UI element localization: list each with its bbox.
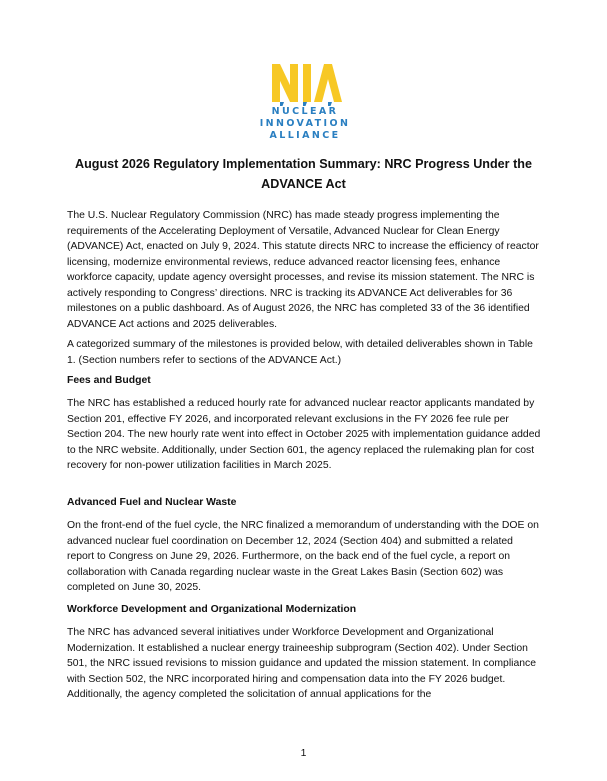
nia-logo (258, 62, 352, 152)
logo-text-innovation: INNOVATION (259, 118, 351, 129)
section-body-fees: The NRC has established a reduced hourly rate for advanced nuclear reactor applicants mandated by Section 201, effective FY 2026, and incorporated relevant exclusions in the FY 2026 fee rule per Section 204. The new hourly rate went into effect in October 2025 with implementation guidance added to the NRC website. Additionally, under Section 601, the agency replaced the rulemaking plan for cost recovery for non-power utilization facilities in March 2025. (67, 398, 541, 471)
title-line-1: August 2026 Regulatory Implementation Summary: NRC Progress Under the (75, 157, 532, 171)
title-line-2: ADVANCE Act (261, 177, 346, 191)
section-heading-workforce: Workforce Development and Organizational Modernization (67, 604, 357, 615)
section-body-workforce: The NRC has advanced several initiatives under Workforce Development and Organizational Modernization. It established a nuclear energy traineeship subprogram (Section 402). Under Section 501, the NRC issued revisions to mission guidance and updated the mission statement. In compliance with Section 502, the NRC incorporated hiring and compensation data into the FY 2026 budget. Additionally, the agency completed the solicitation of annual applications for the (67, 627, 536, 700)
document-title (70, 154, 537, 194)
logo-text-nuclear: NUCLEAR (271, 106, 339, 117)
logo-text-alliance: ALLIANCE (269, 130, 341, 141)
section-heading-fuel: Advanced Fuel and Nuclear Waste (67, 497, 237, 508)
section-body-fuel: On the front-end of the fuel cycle, the NRC finalized a memorandum of understanding with the DOE on advanced nuclear fuel coordination on December 12, 2024 (Section 404) and submitted a related report to Congress on June 29, 2026. Furthermore, on the back end of the fuel cycle, a report on collaboration with Canada regarding nuclear waste in the Great Lakes Basin (Section 602) was completed on June 30, 2025. (67, 520, 539, 593)
section-heading-fees: Fees and Budget (67, 375, 151, 386)
summary-paragraph: A categorized summary of the milestones is provided below, with detailed deliverables shown in Table 1. (Section numbers refer to sections of the ADVANCE Act.) (67, 339, 533, 366)
nia-logo-mark-icon (258, 62, 352, 106)
intro-paragraph: The U.S. Nuclear Regulatory Commission (NRC) has made steady progress implementing the requirements of the Accelerating Deployment of Versatile, Advanced Nuclear for Clean Energy (ADVANCE) Act, enacted on July 9, 2024. This statute directs NRC to increase the efficiency of reactor licensing, modernize environmental reviews, reduce advanced reactor licensing fees, enhance workforce capacity, update agency oversight processes, and revise its mission statement. The NRC is actively responding to Congress’ directions. NRC is tracking its ADVANCE Act deliverables for 36 milestones on a public dashboard. As of August 2026, the NRC has completed 33 of the 36 identified ADVANCE Act actions and 2025 deliverables. (67, 210, 539, 330)
page-number: 1 (300, 748, 307, 759)
